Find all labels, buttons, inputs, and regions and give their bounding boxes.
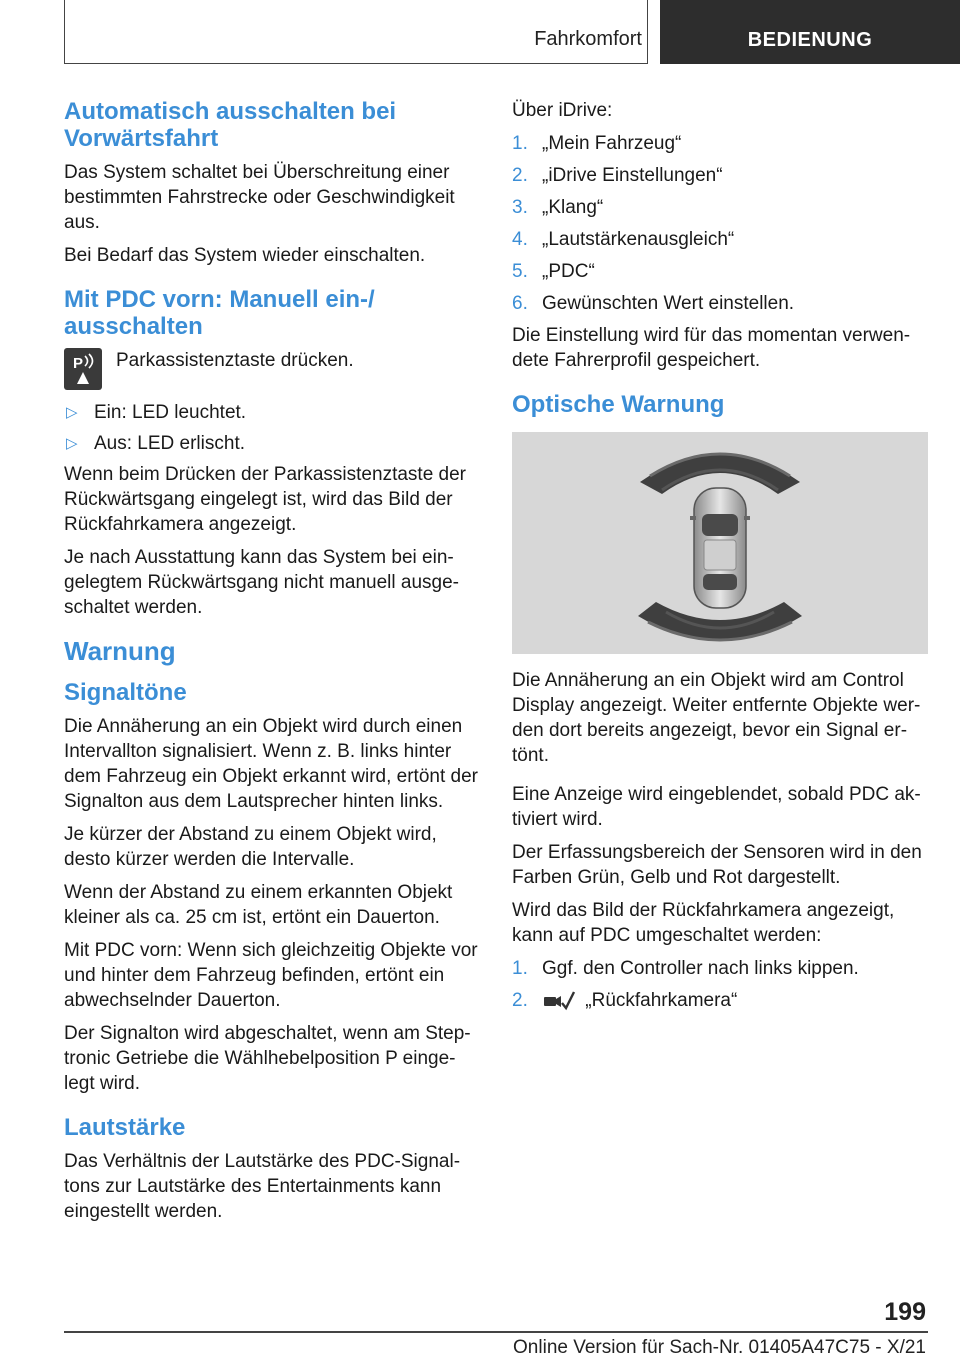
paragraph: Bei Bedarf das System wieder einschalten. xyxy=(64,245,426,266)
icon-instruction xyxy=(64,348,482,390)
right-column xyxy=(512,98,928,1020)
list-item: 1. „Mein Fahrzeug“ xyxy=(512,133,682,154)
list-item: 2. „iDrive Einstellungen“ xyxy=(512,165,723,186)
paragraph: Über iDrive: xyxy=(512,100,613,121)
paragraph: Das Verhältnis der Lautstärke des PDC-Signal- tons zur Lautstärke des Entertainments kann eingestellt werden. xyxy=(64,1151,461,1222)
paragraph: Wenn der Abstand zu einem erkannten Objekt kleiner als ca. 25 cm ist, ertönt ein Dauerton. xyxy=(64,882,453,928)
heading-optisch: Optische Warnung xyxy=(512,391,725,418)
list-item: 1. Ggf. den Controller nach links kippen. xyxy=(512,958,859,979)
chapter-tab: BEDIENUNG xyxy=(660,0,960,64)
page-number: 199 xyxy=(884,1298,926,1326)
paragraph: Der Signalton wird abgeschaltet, wenn am Step- tronic Getriebe die Wählhebelposition P einge- legt wird. xyxy=(64,1023,471,1094)
paragraph: Die Einstellung wird für das momentan verwen- dete Fahrerprofil gespeichert. xyxy=(512,325,911,371)
paragraph: Je nach Ausstattung kann das System bei ein- gelegtem Rückwärtsgang nicht manuell ausge- schaltet werden. xyxy=(64,547,459,618)
footer-online-version: Online Version für Sach-Nr. 01405A47C75 - X/21 xyxy=(513,1337,926,1358)
heading-signal: Signaltöne xyxy=(64,679,187,706)
list-item: 2. „Rückfahrkamera“ xyxy=(512,990,738,1011)
paragraph: Der Erfassungsbereich der Sensoren wird in den Farben Grün, Gelb und Rot dargestellt. xyxy=(512,842,922,888)
svg-text:P: P xyxy=(73,355,84,372)
list-item: 6. Gewünschten Wert einstellen. xyxy=(512,293,795,314)
parking-assist-button-icon xyxy=(64,348,102,390)
icon-instruction-text: Parkassistenztaste drücken. xyxy=(116,350,354,371)
list-item: 5. „PDC“ xyxy=(512,261,595,282)
pdc-illustration xyxy=(512,432,928,654)
triangle-bullet-icon: ▷ xyxy=(66,404,78,421)
paragraph: Die Annäherung an ein Objekt wird durch einen Intervallton signalisiert. Wenn z. B. links hinter dem Fahrzeug ein Objekt erkannt wird, ertönt der Signalton aus dem Lautsprecher hinten links. xyxy=(64,716,478,812)
footer-divider xyxy=(64,1331,928,1333)
triangle-bullet-icon: ▷ xyxy=(66,435,78,452)
heading-manual: Mit PDC vorn: Manuell ein-/ ausschalten xyxy=(64,286,375,340)
paragraph: Je kürzer der Abstand zu einem Objekt wird, desto kürzer werden die Intervalle. xyxy=(64,824,437,870)
rear-camera-icon xyxy=(542,990,576,1012)
paragraph: Das System schaltet bei Überschreitung einer bestimmten Fahrstrecke oder Geschwindigkeit aus. xyxy=(64,162,455,233)
heading-lautstaerke: Lautstärke xyxy=(64,1114,186,1141)
heading-warnung: Warnung xyxy=(64,636,176,666)
paragraph: Eine Anzeige wird eingeblendet, sobald PDC ak- tiviert wird. xyxy=(512,784,921,830)
list-item: ▷ Aus: LED erlischt. xyxy=(66,433,245,454)
ordered-list xyxy=(512,131,928,316)
section-title: Fahrkomfort xyxy=(534,28,642,50)
paragraph: Die Annäherung an ein Objekt wird am Control Display angezeigt. Weiter entfernte Objekte wer- den dort bereits angezeigt, bevor ein Signal er- tönt. xyxy=(512,670,921,766)
heading-auto-off: Automatisch ausschalten bei Vorwärtsfahrt xyxy=(64,98,397,152)
paragraph: Mit PDC vorn: Wenn sich gleichzeitig Objekte vor und hinter dem Fahrzeug befinden, ertönt ein abwechselnder Dauerton. xyxy=(64,940,478,1011)
list-item: 4. „Lautstärkenausgleich“ xyxy=(512,229,735,250)
paragraph: Wenn beim Drücken der Parkassistenztaste der Rückwärtsgang eingelegt ist, wird das Bild der Rückfahrkamera angezeigt. xyxy=(64,464,466,535)
left-column xyxy=(64,98,482,1232)
list-item: 3. „Klang“ xyxy=(512,197,604,218)
list-item: ▷ Ein: LED leuchtet. xyxy=(66,402,247,423)
paragraph: Wird das Bild der Rückfahrkamera angezeigt, kann auf PDC umgeschaltet werden: xyxy=(512,900,895,946)
